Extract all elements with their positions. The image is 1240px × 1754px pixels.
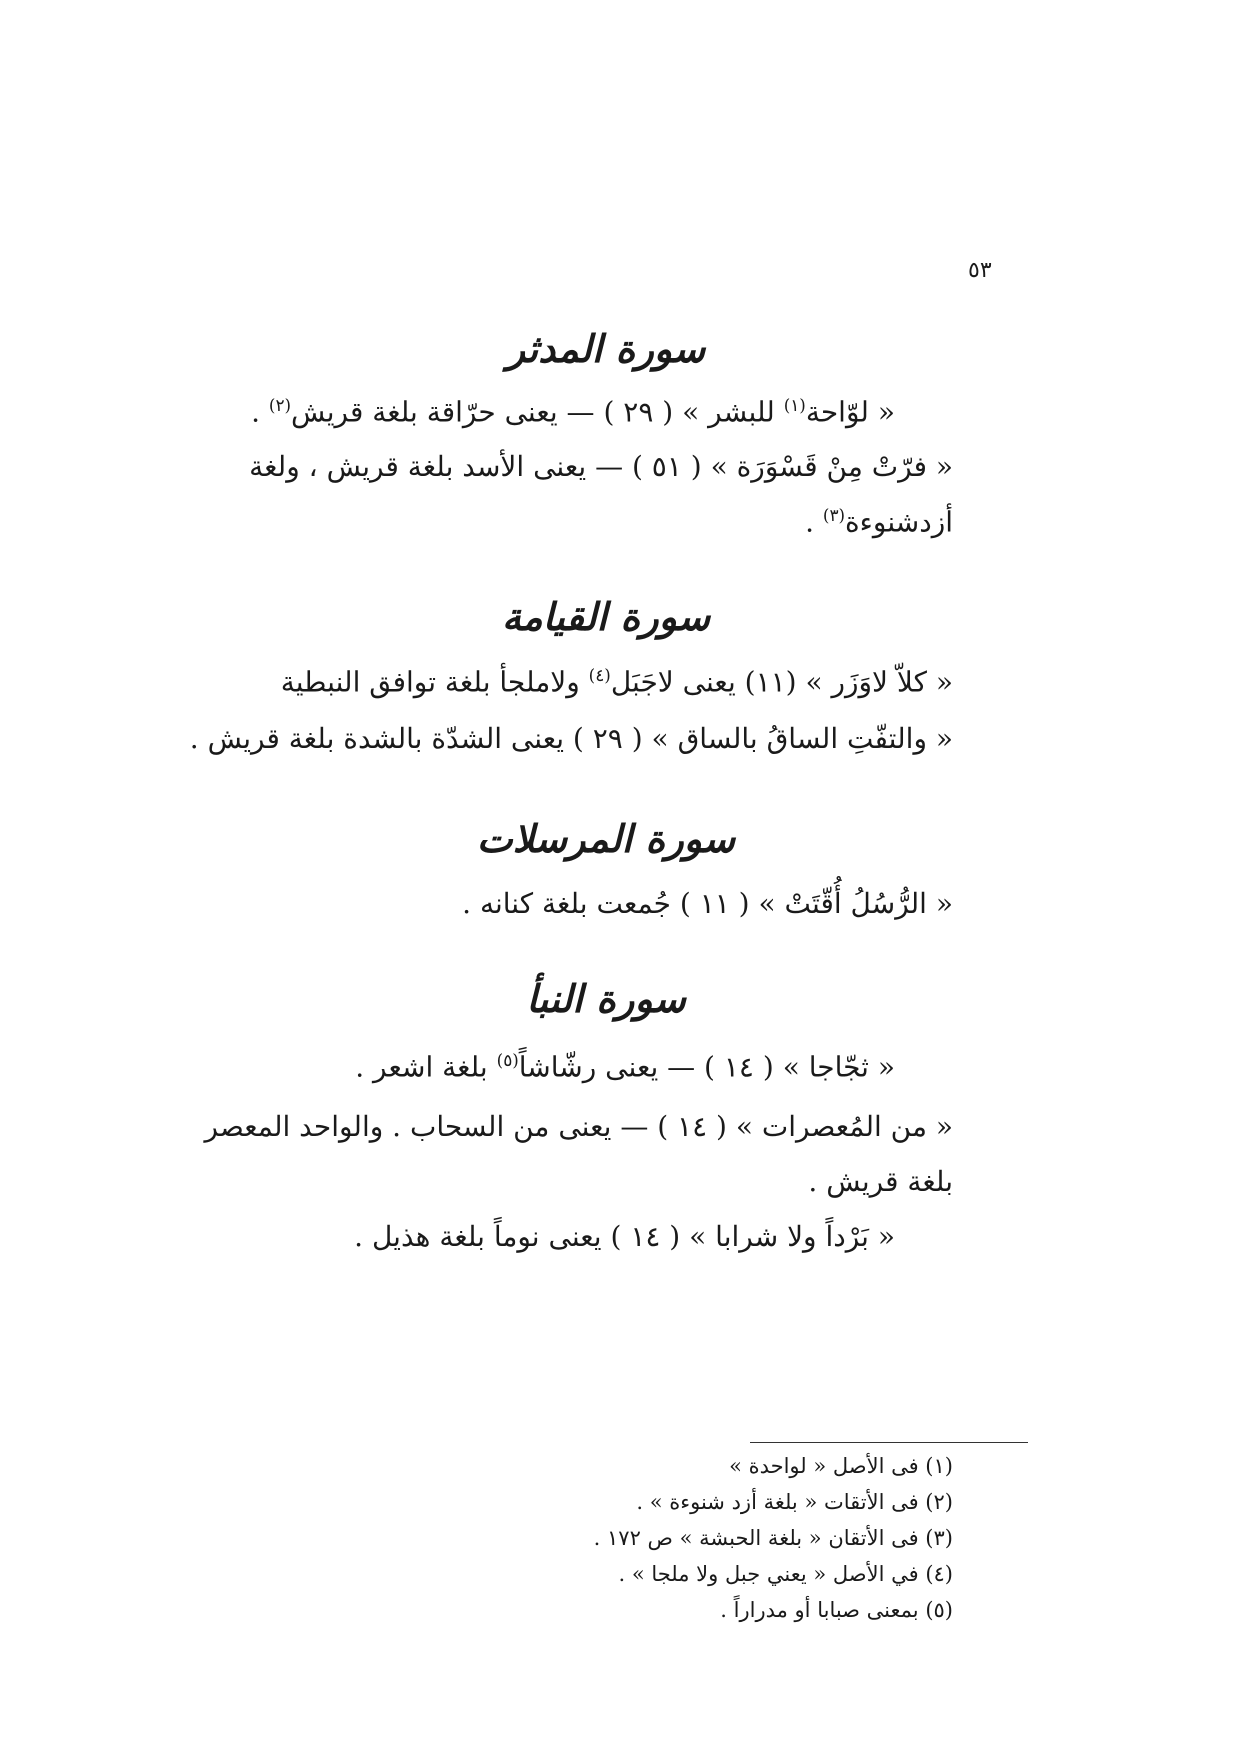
text-line	[281, 665, 953, 699]
text-line	[462, 887, 953, 921]
text-segment: « من المُعصرات » ( ١٤ ) — يعنى من السحاب . والواحد المعصر	[204, 1110, 953, 1143]
text-segment: « فرّتْ مِنْ قَسْوَرَة » ( ٥١ ) — يعنى الأسد بلغة قريش ، ولغة	[249, 450, 953, 483]
text-line	[808, 1165, 953, 1199]
footnote: (٤) في الأصل « يعني جبل ولا ملجا » .	[618, 1562, 953, 1586]
text-line	[355, 1050, 895, 1084]
text-line	[805, 505, 953, 539]
text-line	[205, 1110, 953, 1144]
section-title: سورة النبأ	[526, 976, 686, 1021]
footnote-ref: (٥)	[496, 1050, 519, 1070]
text-line	[251, 395, 895, 429]
text-segment: للبشر » ( ٢٩ ) — يعنى حرّاقة بلغة قريش	[291, 395, 784, 429]
text-segment: « كلاّ لاوَزَر » (١١) يعنى لاجَبَل	[610, 665, 953, 699]
footnote: (٣) فى الأتقان « بلغة الحبشة » ص ١٧٢ .	[593, 1526, 953, 1550]
section-title: سورة القيامة	[501, 594, 711, 639]
footnote-ref: (٢)	[268, 395, 292, 415]
footnote-ref: (٣)	[822, 505, 846, 525]
text-segment: « والتفّتِ الساقُ بالساق » ( ٢٩ ) يعنى الشدّة بالشدة بلغة قريش .	[189, 722, 953, 755]
page-number: ٥٣	[968, 258, 992, 283]
text-line	[190, 722, 953, 756]
section-title: سورة المرسلات	[476, 816, 736, 861]
text-line	[354, 1220, 895, 1254]
text-segment: « لوّاحة	[805, 395, 895, 429]
footnote-ref: (١)	[783, 395, 806, 415]
text-segment: .	[805, 505, 823, 539]
text-segment: بلغة اشعر .	[355, 1050, 497, 1084]
text-segment: « بَرْداً ولا شرابا » ( ١٤ ) يعنى نوماً بلغة هذيل .	[354, 1220, 895, 1253]
footnote-rule	[750, 1442, 1028, 1443]
text-segment: ولاملجأ بلغة توافق النبطية	[280, 665, 589, 699]
text-segment: أزدشنوءة	[845, 505, 953, 539]
text-segment: بلغة قريش .	[808, 1165, 953, 1198]
text-segment: .	[251, 395, 269, 429]
footnote: (١) فى الأصل « لواحدة »	[729, 1454, 953, 1478]
footnote: (٢) فى الأتقات « بلغة أزد شنوءة » .	[636, 1490, 953, 1514]
text-line	[249, 450, 953, 484]
section-title: سورة المدثر	[506, 326, 706, 371]
footnote-ref: (٤)	[588, 665, 611, 685]
text-segment: « ثجّاجا » ( ١٤ ) — يعنى رشّاشاً	[518, 1050, 895, 1084]
footnote: (٥) بمعنى صبابا أو مدراراً .	[720, 1598, 953, 1622]
text-segment: « الرُّسُلُ أُقّتَتْ » ( ١١ ) جُمعت بلغة كنانه .	[462, 887, 953, 920]
